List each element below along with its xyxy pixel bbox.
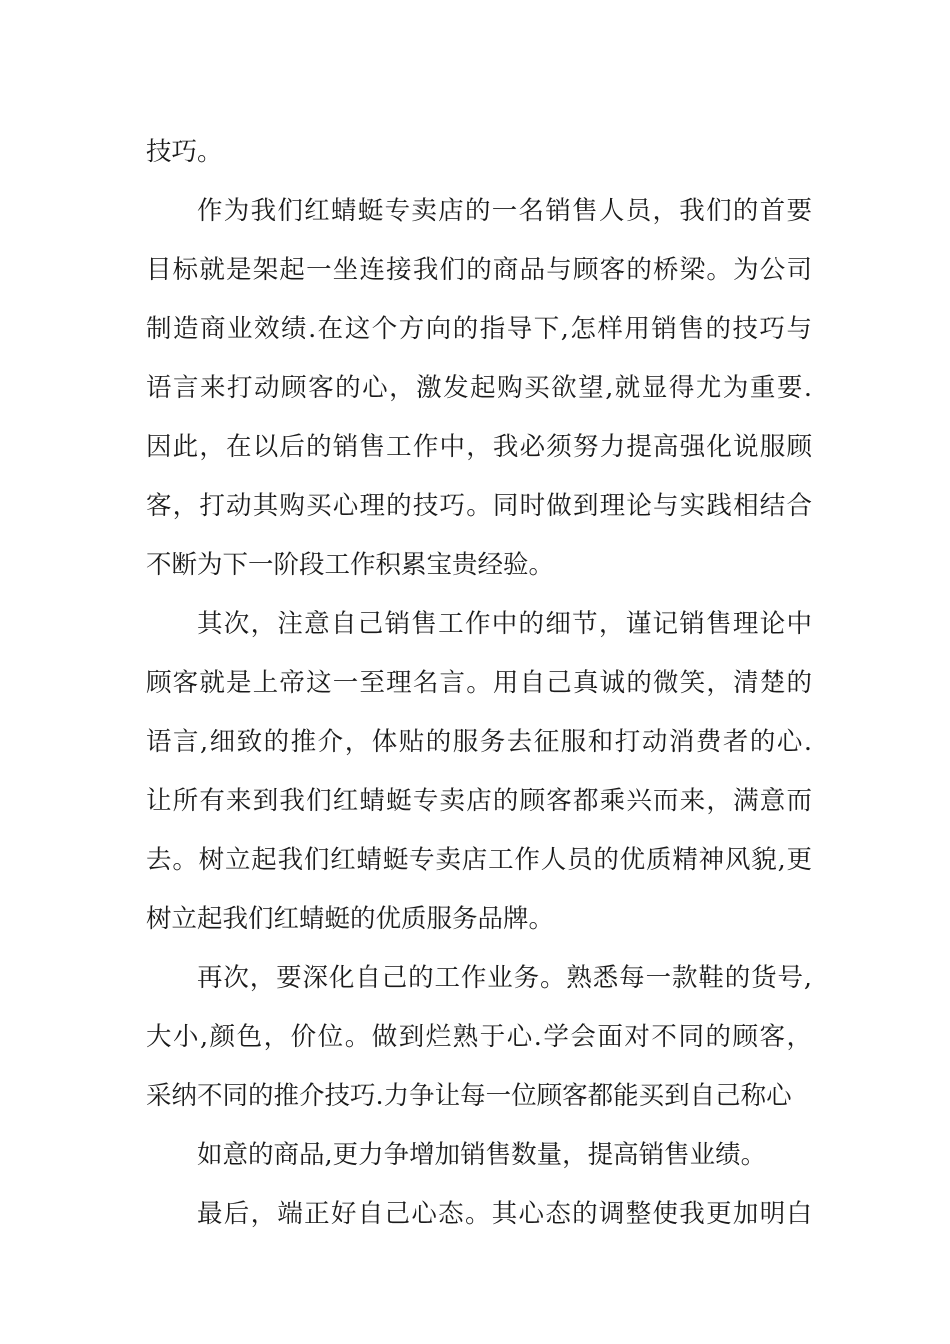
text-line: 让所有来到我们红蜻蜓专卖店的顾客都乘兴而来，满意而 bbox=[146, 786, 812, 816]
text-line: 去。树立起我们红蜻蜓专卖店工作人员的优质精神风貌,更 bbox=[146, 845, 812, 875]
text-line: 最后，端正好自己心态。其心态的调整使我更加明白 bbox=[197, 1199, 812, 1229]
text-line: 如意的商品,更力争增加销售数量，提高销售业绩。 bbox=[197, 1140, 767, 1170]
text-line: 目标就是架起一坐连接我们的商品与顾客的桥梁。为公司 bbox=[146, 255, 812, 285]
text-line: 其次，注意自己销售工作中的细节，谨记销售理论中 bbox=[197, 609, 812, 639]
text-line: 顾客就是上帝这一至理名言。用自己真诚的微笑，清楚的 bbox=[146, 668, 812, 698]
text-line: 采纳不同的推介技巧.力争让每一位顾客都能买到自己称心 bbox=[146, 1081, 792, 1111]
text-line: 语言来打动顾客的心，激发起购买欲望,就显得尤为重要. bbox=[146, 373, 812, 403]
text-line: 再次，要深化自己的工作业务。熟悉每一款鞋的货号, bbox=[197, 963, 812, 993]
text-line: 不断为下一阶段工作积累宝贵经验。 bbox=[146, 550, 555, 580]
text-line: 语言,细致的推介，体贴的服务去征服和打动消费者的心. bbox=[146, 727, 812, 757]
text-line: 客，打动其购买心理的技巧。同时做到理论与实践相结合 bbox=[146, 491, 812, 521]
text-line: 大小,颜色，价位。做到烂熟于心.学会面对不同的顾客， bbox=[146, 1022, 812, 1052]
text-line: 因此，在以后的销售工作中，我必须努力提高强化说服顾 bbox=[146, 432, 812, 462]
text-line: 作为我们红蜻蜓专卖店的一名销售人员，我们的首要 bbox=[197, 196, 812, 226]
text-line: 技巧。 bbox=[146, 137, 223, 167]
text-line: 树立起我们红蜻蜓的优质服务品牌。 bbox=[146, 904, 555, 934]
text-line: 制造商业效绩.在这个方向的指导下,怎样用销售的技巧与 bbox=[146, 314, 812, 344]
body-text bbox=[146, 126, 812, 1247]
